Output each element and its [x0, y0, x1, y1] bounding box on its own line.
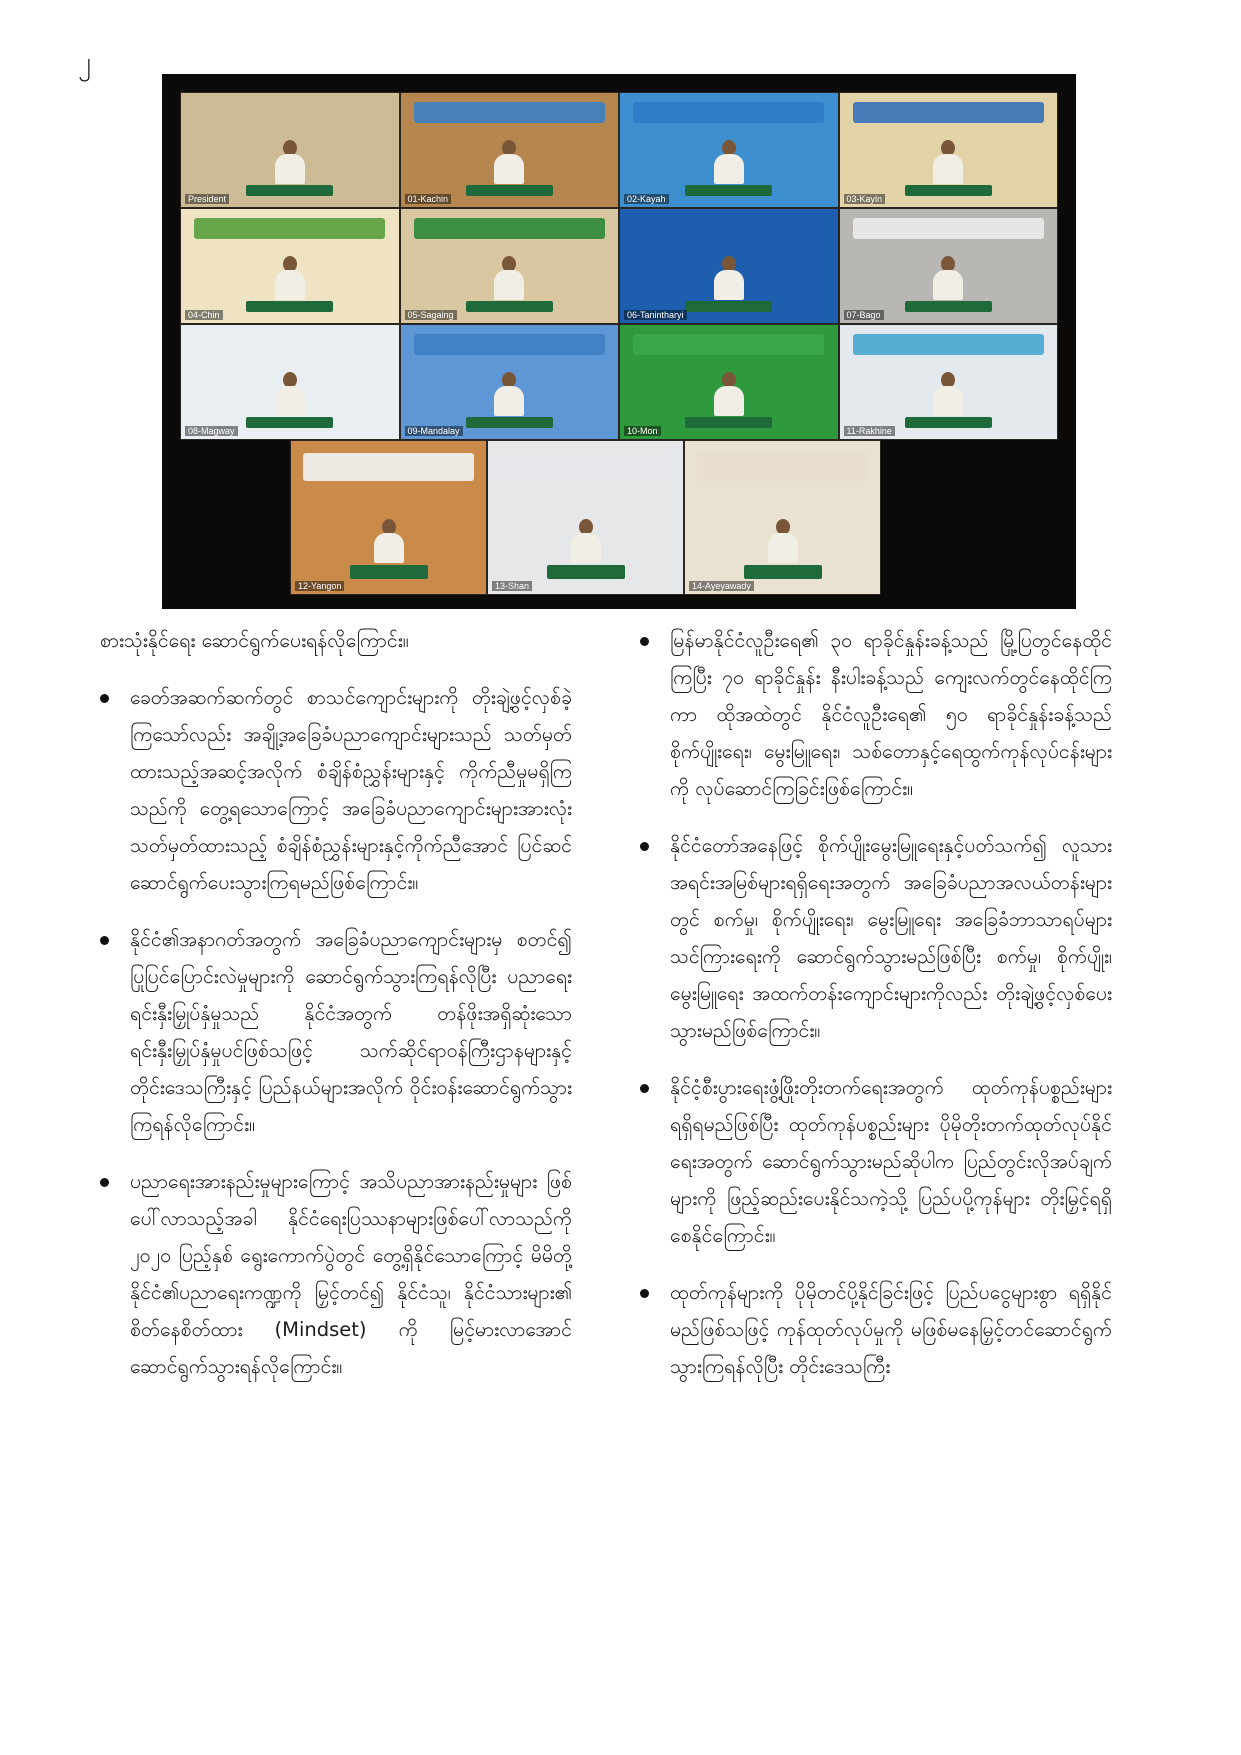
participant-figure — [275, 256, 305, 300]
participant-figure — [714, 372, 744, 416]
tile-banner — [633, 218, 824, 239]
bullet-text: ပညာရေးအားနည်းမှုများကြောင့် အသိပညာအားနည်းမှုများ ဖြစ်ပေါ်လာသည့်အခါ နိုင်ငံရေးပြဿနာများဖြစ်ပေါ်လာသည်ကို ၂၀၂၀ ပြည့်နှစ် ရွေးကောက်ပွဲတွင် တွေ့ရှိနိုင်သောကြောင့် မိမိတို့နိုင်ငံ၏ပညာရေးကဏ္ဍကို မြှင့်တင်၍ နိုင်ငံသူ၊ နိုင်ငံသားများ၏ စိတ်နေစိတ်ထား (Mindset) ကို မြင့်မားလာအောင် ဆောင်ရွက်သွားရန်လိုကြောင်း။ — [130, 1170, 572, 1378]
desk — [547, 565, 625, 579]
desk — [246, 301, 333, 311]
tile-banner — [633, 102, 824, 123]
participant-figure — [571, 519, 601, 563]
tile-caption: 14-Ayeyawady — [689, 581, 754, 591]
desk — [685, 301, 772, 311]
bullet-text: ထုတ်ကုန်များကို ပိုမိုတင်ပို့နိုင်ခြင်းဖြင့် ပြည်ပငွေများစွာ ရရှိနိုင်မည်ဖြစ်သဖြင့် ကုန်ထုတ်လုပ်မှုကို မဖြစ်မနေမြှင့်တင်ဆောင်ရွက်သွားကြရန်လိုပြီး တိုင်းဒေသကြီး — [670, 1281, 1112, 1378]
conference-tile — [619, 208, 839, 324]
tile-caption: 04-Chin — [185, 310, 223, 320]
conference-tile — [400, 208, 620, 324]
desk — [685, 185, 772, 195]
conference-tile — [619, 92, 839, 208]
bullet-item — [640, 622, 1112, 807]
tile-caption: 12-Yangon — [295, 581, 344, 591]
participant-figure — [933, 372, 963, 416]
tile-banner — [303, 453, 475, 481]
tile-caption: 02-Kayah — [624, 194, 669, 204]
participant-figure — [933, 256, 963, 300]
tile-banner — [194, 334, 385, 355]
bullet-item — [640, 1274, 1112, 1385]
conference-tile — [400, 324, 620, 440]
tile-banner — [414, 102, 605, 123]
participant-figure — [494, 372, 524, 416]
tile-caption: 08-Magway — [185, 426, 238, 436]
tile-banner — [194, 218, 385, 239]
conference-tile — [839, 92, 1059, 208]
bullet-item — [640, 827, 1112, 1049]
conference-tile — [290, 440, 487, 595]
tile-banner — [853, 102, 1044, 123]
desk — [466, 185, 553, 195]
conference-tile — [487, 440, 684, 595]
tile-banner — [500, 453, 672, 481]
conference-tile — [839, 208, 1059, 324]
desk — [744, 565, 822, 579]
conference-tile — [180, 208, 400, 324]
desk — [905, 301, 992, 311]
participant-figure — [374, 519, 404, 563]
bullet-dot-icon — [640, 842, 649, 851]
tile-banner — [633, 334, 824, 355]
desk — [246, 185, 333, 195]
bullet-text: ခေတ်အဆက်ဆက်တွင် စာသင်ကျောင်းများကို တိုးချဲ့ဖွင့်လှစ်ခဲ့ကြသော်လည်း အချို့အခြေခံပညာကျောင်းများသည် သတ်မှတ်ထားသည့်အဆင့်အလိုက် စံချိန်စံညွှန်းများနှင့် ကိုက်ညီမှုမရှိကြသည်ကို တွေ့ရသောကြောင့် အခြေခံပညာကျောင်းများအားလုံး သတ်မှတ်ထားသည့် စံချိန်စံညွှန်းများနှင့်ကိုက်ညီအောင် ပြင်ဆင်ဆောင်ရွက်ပေးသွားကြရမည်ဖြစ်ကြောင်း။ — [130, 686, 572, 894]
desk — [246, 417, 333, 427]
bullet-dot-icon — [100, 936, 109, 945]
bullet-text: နိုင်ငံ၏အနာဂတ်အတွက် အခြေခံပညာကျောင်းများမှ စတင်၍ ပြုပြင်ပြောင်းလဲမှုများကို ဆောင်ရွက်သွားကြရန်လိုပြီး ပညာရေးရင်းနှီးမြှုပ်နှံမှုသည် နိုင်ငံအတွက် တန်ဖိုးအရှိဆုံးသော ရင်းနှီးမြှုပ်နှံမှုပင်ဖြစ်သဖြင့် သက်ဆိုင်ရာဝန်ကြီးဌာနများနှင့် တိုင်းဒေသကြီးနှင့် ပြည်နယ်များအလိုက် ဝိုင်းဝန်းဆောင်ရွက်သွားကြရန်လိုကြောင်း။ — [130, 928, 572, 1136]
conference-tile — [684, 440, 881, 595]
tile-banner — [414, 334, 605, 355]
conference-tile — [180, 92, 400, 208]
conference-tile — [619, 324, 839, 440]
tile-banner — [853, 218, 1044, 239]
conference-tile — [400, 92, 620, 208]
bullet-item — [100, 679, 572, 901]
conference-tile — [839, 324, 1059, 440]
tile-caption: 10-Mon — [624, 426, 661, 436]
desk — [685, 417, 772, 427]
participant-figure — [494, 256, 524, 300]
tile-banner — [414, 218, 605, 239]
video-conference-photo — [162, 74, 1076, 609]
participant-figure — [714, 140, 744, 184]
tile-banner — [697, 453, 869, 481]
desk — [350, 565, 428, 579]
continuation-text: စားသုံးနိုင်ရေး ဆောင်ရွက်ပေးရန်လိုကြောင်း။ — [100, 629, 409, 652]
tile-caption: 05-Sagaing — [405, 310, 457, 320]
left-column — [100, 622, 572, 1405]
participant-figure — [714, 256, 744, 300]
right-column — [640, 622, 1112, 1405]
participant-figure — [275, 140, 305, 184]
desk — [466, 301, 553, 311]
tile-caption: 11-Rakhine — [844, 426, 895, 436]
video-wall — [180, 92, 1058, 595]
bullet-text: မြန်မာနိုင်ငံလူဦးရေ၏ ၃၀ ရာခိုင်နှုန်းခန့်သည် မြို့ပြတွင်နေထိုင်ကြပြီး ၇၀ ရာခိုင်နှုန်း နီးပါးခန့်သည် ကျေးလက်တွင်နေထိုင်ကြကာ ထိုအထဲတွင် နိုင်ငံလူဦးရေ၏ ၅၀ ရာခိုင်နှုန်းခန့်သည် စိုက်ပျိုးရေး၊ မွေးမြူရေး၊ သစ်တောနှင့်ရေထွက်ကုန်လုပ်ငန်းများကို လုပ်ဆောင်ကြခြင်းဖြစ်ကြောင်း။ — [670, 629, 1112, 800]
tile-caption: 03-Kayin — [844, 194, 886, 204]
tile-banner — [853, 334, 1044, 355]
participant-figure — [494, 140, 524, 184]
tile-caption: 01-Kachin — [405, 194, 452, 204]
participant-figure — [933, 140, 963, 184]
bullet-dot-icon — [640, 1084, 649, 1093]
bullet-text: နိုင်ငံတော်အနေဖြင့် စိုက်ပျိုးမွေးမြူရေးနှင့်ပတ်သက်၍ လူသားအရင်းအမြစ်များရရှိရေးအတွက် အခြေခံပညာအလယ်တန်းများတွင် စက်မှု၊ စိုက်ပျိုးရေး၊ မွေးမြူရေး အခြေခံဘာသာရပ်များသင်ကြားရေးကို ဆောင်ရွက်သွားမည်ဖြစ်ပြီး စက်မှု၊ စိုက်ပျိုး၊ မွေးမြူရေး အထက်တန်းကျောင်းများကိုလည်း တိုးချဲ့ဖွင့်လှစ်ပေးသွားမည်ဖြစ်ကြောင်း။ — [670, 834, 1112, 1042]
conference-tile — [180, 324, 400, 440]
participant-figure — [768, 519, 798, 563]
page-number: ၂ — [78, 47, 91, 77]
bullet-item — [100, 1163, 572, 1385]
bullet-item — [100, 921, 572, 1143]
participant-figure — [275, 372, 305, 416]
bullet-dot-icon — [100, 1178, 109, 1187]
bullet-text: နိုင်ငံ့စီးပွားရေးဖွံ့ဖြိုးတိုးတက်ရေးအတွက် ထုတ်ကုန်ပစ္စည်းများရရှိရမည်ဖြစ်ပြီး ထုတ်ကုန်ပစ္စည်းများ ပိုမိုတိုးတက်ထုတ်လုပ်နိုင်ရေးအတွက် ဆောင်ရွက်သွားမည်ဆိုပါက ပြည်တွင်းလိုအပ်ချက်များကို ဖြည့်ဆည်းပေးနိုင်သကဲ့သို့ ပြည်ပပို့ကုန်များ တိုးမြှင့်ရရှိစေနိုင်ကြောင်း။ — [670, 1076, 1112, 1247]
desk — [905, 417, 992, 427]
bullet-dot-icon — [100, 694, 109, 703]
tile-caption: 06-Tanintharyi — [624, 310, 687, 320]
tile-caption: 13-Shan — [492, 581, 532, 591]
tile-caption: 07-Bago — [844, 310, 884, 320]
bullet-dot-icon — [640, 637, 649, 646]
tile-caption: 09-Mandalay — [405, 426, 463, 436]
bullet-dot-icon — [640, 1289, 649, 1298]
desk — [905, 185, 992, 195]
desk — [466, 417, 553, 427]
tile-caption: President — [185, 194, 229, 204]
bullet-item — [640, 1069, 1112, 1254]
